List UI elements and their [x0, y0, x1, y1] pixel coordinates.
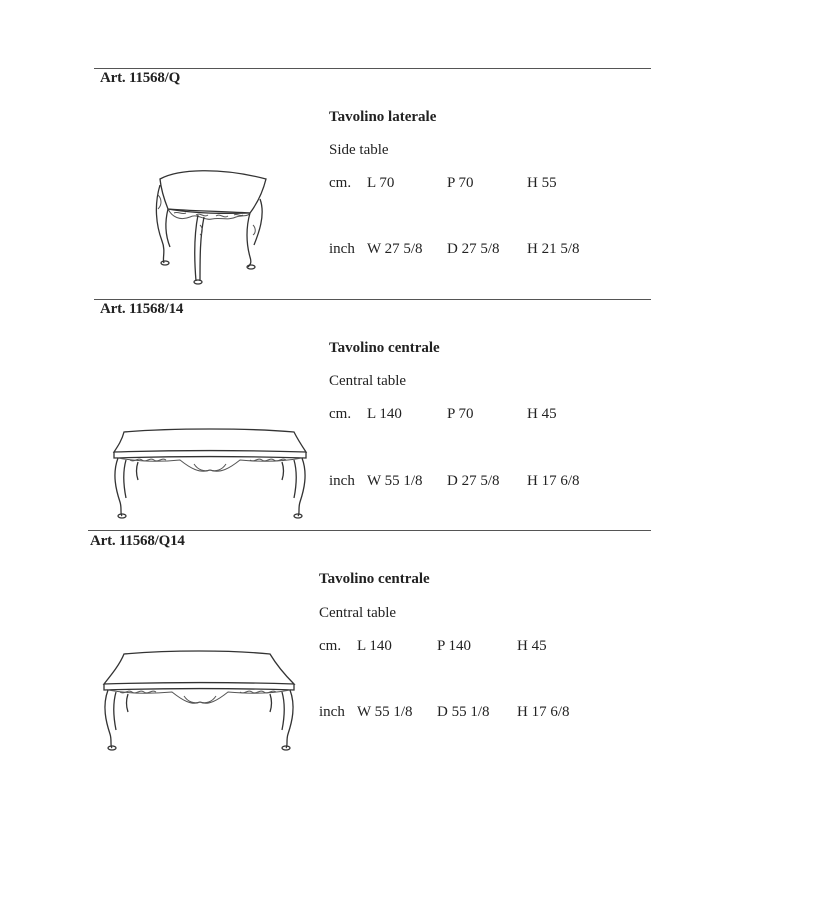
dimension-depth: P 70: [447, 406, 474, 422]
coffee-table-image: [110, 428, 310, 520]
unit-label-cm: cm.: [319, 638, 342, 654]
square-coffee-table-image: [100, 650, 300, 752]
section-divider: [88, 530, 651, 531]
dimension-width-inch: W 55 1/8: [357, 704, 413, 720]
dimension-depth: P 140: [437, 638, 472, 654]
product-name-it: Tavolino centrale: [319, 571, 430, 587]
dimension-depth-inch: D 55 1/8: [437, 704, 490, 720]
dimension-length: L 140: [357, 638, 392, 654]
product-name-it: Tavolino centrale: [329, 340, 440, 356]
unit-label-inch: inch: [329, 473, 355, 489]
product-name-it: Tavolino laterale: [329, 109, 437, 125]
dimension-height-inch: H 17 6/8: [527, 473, 580, 489]
dimension-depth: P 70: [447, 175, 474, 191]
dimension-height-inch: H 17 6/8: [517, 704, 570, 720]
product-name-en: Central table: [329, 373, 407, 389]
dimension-depth-inch: D 27 5/8: [447, 473, 500, 489]
dimension-height-inch: H 21 5/8: [527, 241, 580, 257]
side-table-image: [150, 165, 275, 287]
article-code: Art. 11568/Q: [100, 70, 181, 86]
article-code: Art. 11568/Q14: [90, 533, 185, 549]
dimension-width-inch: W 27 5/8: [367, 241, 423, 257]
unit-label-cm: cm.: [329, 175, 352, 191]
product-name-en: Central table: [319, 605, 397, 621]
dimension-length: L 140: [367, 406, 402, 422]
dimension-height: H 55: [527, 175, 557, 191]
unit-label-inch: inch: [329, 241, 355, 257]
section-divider: [94, 299, 651, 300]
dimension-depth-inch: D 27 5/8: [447, 241, 500, 257]
section-divider: [94, 68, 651, 69]
dimension-height: H 45: [527, 406, 557, 422]
unit-label-cm: cm.: [329, 406, 352, 422]
unit-label-inch: inch: [319, 704, 345, 720]
dimension-length: L 70: [367, 175, 395, 191]
dimension-height: H 45: [517, 638, 547, 654]
dimension-width-inch: W 55 1/8: [367, 473, 423, 489]
article-code: Art. 11568/14: [100, 301, 184, 317]
product-name-en: Side table: [329, 142, 389, 158]
